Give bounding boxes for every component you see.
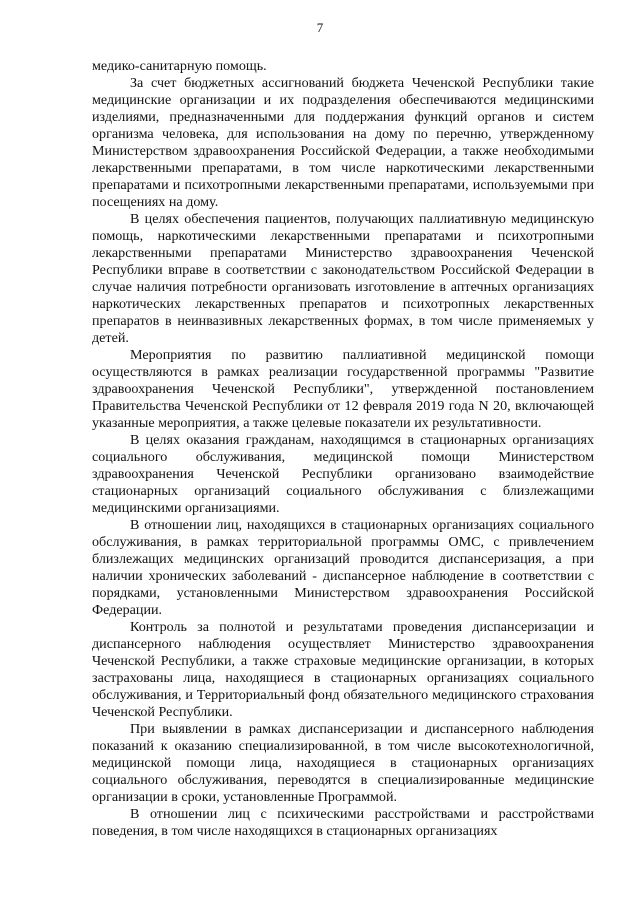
paragraph-control: Контроль за полнотой и результатами проведения диспансеризации и диспансерного наблюдения осуществляет Министерство здравоохранения Чеченской Республики, а также страховые медицинские организации, в которых застрахованы лица, находящиеся в стационарных организациях социального обслуживания, и Территориальный фонд обязательного медицинского страхования Чеченской Республики. <box>92 619 594 720</box>
paragraph-continuation: медико-санитарную помощь. <box>92 58 267 74</box>
paragraph-dispensary-examination: В отношении лиц, находящихся в стационарных организациях социального обслуживания, в рамках территориальной программы ОМС, с привлечением близлежащих медицинских организаций проводится диспансеризация, а при наличии хронических заболеваний - диспансерное наблюдение в соответствии с порядками, установленными Министерством здравоохранения Российской Федерации. <box>92 517 594 618</box>
paragraph-specialized-care: При выявлении в рамках диспансеризации и диспансерного наблюдения показаний к оказанию специализированной, в том числе высокотехнологичной, медицинской помощи лица, находящиеся в стационарных организациях социального обслуживания, переводятся в специализированные медицинские организации в сроки, установленные Программой. <box>92 721 594 805</box>
paragraph-budget-funding: За счет бюджетных ассигнований бюджета Чеченской Республики такие медицинские организации и их подразделения обеспечиваются медицинскими изделиями, предназначенными для поддержания функций органов и систем организма человека, для использования на дому по перечню, утвержденному Министерством здравоохранения Российской Федерации, а также необходимыми лекарственными препаратами, в том числе наркотическими лекарственными препаратами и психотропными лекарственными препаратами, используемыми при посещениях на дому. <box>92 75 594 210</box>
paragraph-narcotic-provision: В целях обеспечения пациентов, получающих паллиативную медицинскую помощь, наркотическими лекарственными препаратами и психотропными лекарственными препаратами Министерство здравоохранения Чеченской Республики вправе в соответствии с законодательством Российской Федерации в случае наличия потребности организовать изготовление в аптечных организациях наркотических лекарственных препаратов и психотропных лекарственных препаратов в неинвазивных лекарственных формах, в том числе применяемых у детей. <box>92 211 594 346</box>
document-body <box>92 58 594 840</box>
paragraph-mental-disorders: В отношении лиц с психическими расстройствами и расстройствами поведения, в том числе находящихся в стационарных организациях <box>92 806 594 839</box>
paragraph-social-service-interaction: В целях оказания гражданам, находящимся в стационарных организациях социального обслуживания, медицинской помощи Министерством здравоохранения Чеченской Республики организовано взаимодействие стационарных организаций социального обслуживания с близлежащими медицинскими организациями. <box>92 432 594 516</box>
page-number: 7 <box>316 20 324 35</box>
paragraph-palliative-program: Мероприятия по развитию паллиативной медицинской помощи осуществляются в рамках реализации государственной программы "Развитие здравоохранения Чеченской Республики", утвержденной постановлением Правительства Чеченской Республики от 12 февраля 2019 года N 20, включающей указанные мероприятия, а также целевые показатели их результативности. <box>92 347 594 431</box>
